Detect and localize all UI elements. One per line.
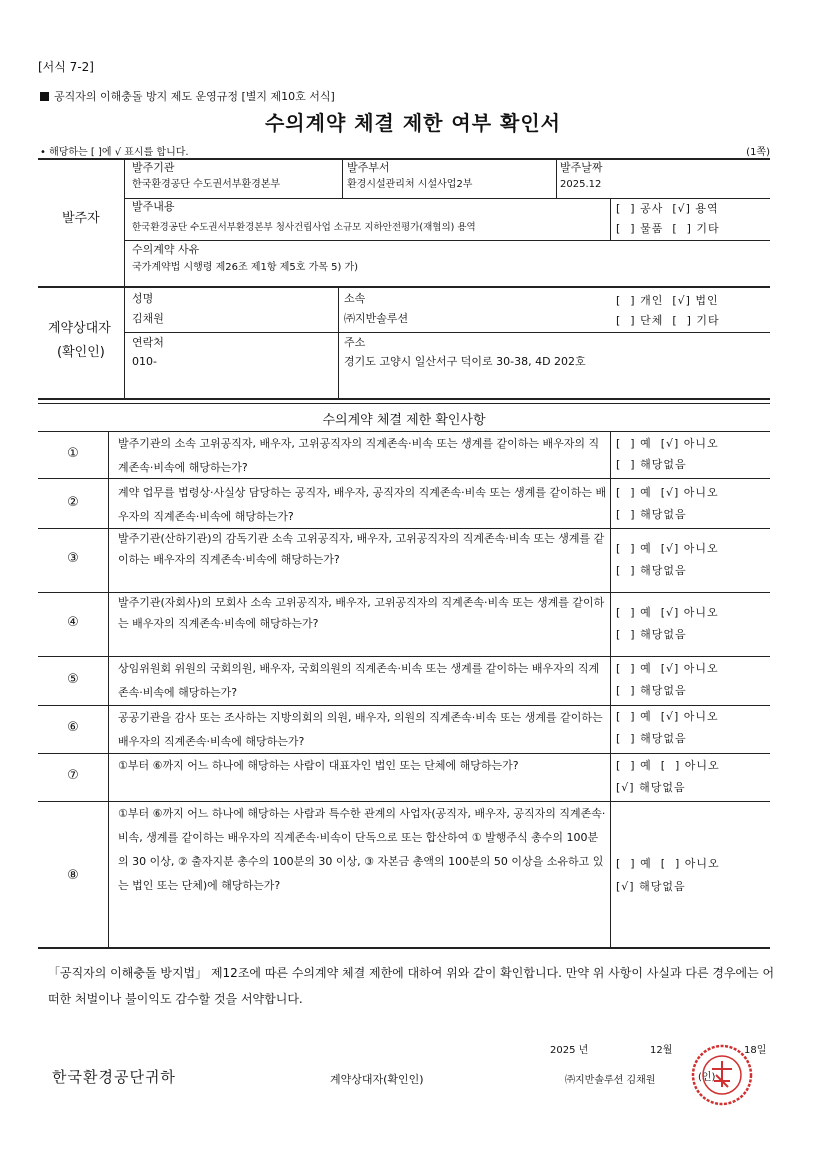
item-question: 공공기관을 감사 또는 조사하는 지방의회의 의원, 배우자, 의원의 직계존속·비속 또는 생계를 같이하는 배우자의 직계존속·비속에 해당하는가? [118, 711, 603, 748]
item-number: ② [67, 495, 79, 510]
answer-checkbox[interactable]: [ ] 예 [√] 아니오 [616, 542, 719, 555]
answer-checkbox[interactable]: [ ] 예 [√] 아니오 [616, 606, 719, 619]
contract-type-checkbox[interactable]: [ ] 물품 [ ] 기타 [616, 222, 720, 235]
page-title: 수의계약 체결 제한 여부 확인서 [264, 111, 561, 135]
regulation-text: 공직자의 이해충돌 방지 제도 운영규정 [별지 제10호 서식] [54, 90, 335, 103]
answer-checkbox[interactable]: [√] 해당없음 [616, 781, 686, 794]
name-value: 김채원 [132, 312, 164, 325]
date-year: 2025 년 [550, 1045, 589, 1056]
answer-checkbox[interactable]: [ ] 예 [√] 아니오 [616, 710, 719, 723]
confirmation-statement: 「공직자의 이해충돌 방지법」 제12조에 따른 수의계약 체결 제한에 대하여 위와 같이 확인합니다. 만약 위 사항이 사실과 다른 경우에는 어떠한 처벌이나 불이익도 감수할 것을 서약합니다. [48, 966, 775, 1006]
divider [124, 332, 770, 333]
content-value: 한국환경공단 수도권서부환경본부 청사건립사업 소규모 지하안전평가(재협의) 용역 [132, 222, 476, 233]
divider [124, 240, 770, 241]
divider [610, 431, 611, 948]
divider [342, 160, 343, 198]
answer-checkbox[interactable]: [ ] 해당없음 [616, 508, 687, 521]
affiliation-value: ㈜지반솔루션 [344, 312, 409, 325]
divider [108, 431, 109, 948]
affiliation-label: 소속 [344, 292, 366, 305]
contractor-section-label: 계약상대자 [48, 321, 111, 336]
answer-checkbox[interactable]: [ ] 해당없음 [616, 732, 687, 745]
instruction-note: • 해당하는 [ ]에 √ 표시를 합니다. [40, 147, 189, 158]
contact-value: 010- [132, 355, 157, 368]
item-number: ③ [67, 551, 79, 566]
divider [124, 288, 125, 398]
answer-checkbox[interactable]: [ ] 예 [ ] 아니오 [616, 857, 720, 870]
regulation-line [40, 88, 335, 104]
section-border [38, 403, 770, 404]
item-number: ⑥ [67, 720, 79, 735]
contract-type-checkbox[interactable]: [ ] 공사 [√] 용역 [616, 202, 719, 215]
date-month: 12월 [650, 1045, 673, 1056]
entity-type-checkbox[interactable]: [ ] 개인 [√] 법인 [616, 294, 719, 307]
item-question: 상임위원회 위원의 국회의원, 배우자, 국회의원의 직계존속·비속 또는 생계를 같이하는 배우자의 직계존속·비속에 해당하는가? [118, 662, 600, 699]
item-number: ⑧ [67, 868, 79, 883]
checks-title: 수의계약 체결 제한 확인사항 [322, 413, 486, 428]
company-seal-icon [690, 1043, 754, 1107]
item-question: 발주기관(산하기관)의 감독기관 소속 고위공직자, 배우자, 고위공직자의 직계존속·비속 또는 생계를 같이하는 배우자의 직계존속·비속에 해당하는가? [118, 532, 605, 566]
orderer-section-label: 발주자 [62, 211, 100, 226]
dept-value: 환경시설관리처 시설사업2부 [347, 179, 473, 190]
page-number: (1쪽) [746, 147, 770, 158]
agency-value: 한국환경공단 수도권서부환경본부 [132, 179, 281, 190]
item-number: ④ [67, 615, 79, 630]
contractor-section-sublabel: (확인인) [57, 345, 105, 360]
content-label: 발주내용 [132, 200, 175, 213]
answer-checkbox[interactable]: [ ] 해당없음 [616, 628, 687, 641]
answer-checkbox[interactable]: [ ] 예 [√] 아니오 [616, 486, 719, 499]
address-value: 경기도 고양시 일산서구 덕이로 30-38, 4D 202호 [344, 355, 586, 368]
item-question: ①부터 ⑥까지 어느 하나에 해당하는 사람이 대표자인 법인 또는 단체에 해당하는가? [118, 759, 519, 772]
item-question: ①부터 ⑥까지 어느 하나에 해당하는 사람과 특수한 관계의 사업자(공직자, 배우자, 공직자의 직계존속·비속, 생계를 같이하는 배우자의 직계존속·비속이 단독으로 또는 합산하여 ① 발행주식 총수의 100분의 30 이상, ② 출자지분 총수의 100분의 30 이상, ③ 자본금 총액의 100분의 50 이상을 소유하고 있는 법인 또는 단체)에 해당하는가? [118, 807, 606, 892]
reason-label: 수의계약 사유 [132, 243, 200, 256]
item-question: 계약 업무를 법령상·사실상 담당하는 공직자, 배우자, 공직자의 직계존속·비속 또는 생계를 같이하는 배우자의 직계존속·비속에 해당하는가? [118, 486, 607, 523]
square-bullet-icon [40, 92, 49, 101]
answer-checkbox[interactable]: [ ] 해당없음 [616, 458, 687, 471]
contact-label: 연락처 [132, 336, 164, 349]
answer-checkbox[interactable]: [ ] 예 [√] 아니오 [616, 437, 719, 450]
divider [338, 288, 339, 398]
signer-label: 계약상대자(확인인) [330, 1073, 424, 1086]
seal-mark-text: (인) [698, 1072, 716, 1083]
table-top-border [38, 158, 770, 160]
order-date-value: 2025.12 [560, 179, 602, 190]
date-day: 18일 [744, 1045, 767, 1056]
signer-name: ㈜지반솔루션 김채원 [565, 1075, 656, 1086]
recipient: 한국환경공단귀하 [52, 1068, 176, 1086]
item-number: ⑦ [67, 768, 79, 783]
name-label: 성명 [132, 292, 154, 305]
item-question: 발주기관(자회사)의 모회사 소속 고위공직자, 배우자, 고위공직자의 직계존속·비속 또는 생계를 같이하는 배우자의 직계존속·비속에 해당하는가? [118, 596, 605, 630]
section-border [38, 286, 770, 288]
item-number: ⑤ [67, 672, 79, 687]
address-label: 주소 [344, 336, 366, 349]
reason-value: 국가계약법 시행령 제26조 제1항 제5호 가목 5) 가) [132, 262, 359, 273]
answer-checkbox[interactable]: [√] 해당없음 [616, 880, 686, 893]
answer-checkbox[interactable]: [ ] 예 [√] 아니오 [616, 662, 719, 675]
item-number: ① [67, 446, 79, 461]
orderer-divider [124, 160, 125, 286]
divider [556, 160, 557, 198]
entity-type-checkbox[interactable]: [ ] 단체 [ ] 기타 [616, 314, 720, 327]
answer-checkbox[interactable]: [ ] 해당없음 [616, 684, 687, 697]
answer-checkbox[interactable]: [ ] 예 [ ] 아니오 [616, 759, 720, 772]
item-question: 발주기관의 소속 고위공직자, 배우자, 고위공직자의 직계존속·비속 또는 생계를 같이하는 배우자의 직계존속·비속에 해당하는가? [118, 437, 600, 474]
table-bottom-border [38, 947, 770, 949]
agency-label: 발주기관 [132, 161, 175, 174]
order-date-label: 발주날짜 [560, 161, 603, 174]
form-number: [서식 7-2] [38, 60, 94, 74]
divider [610, 198, 611, 240]
section-border [38, 398, 770, 400]
dept-label: 발주부서 [347, 161, 390, 174]
answer-checkbox[interactable]: [ ] 해당없음 [616, 564, 687, 577]
